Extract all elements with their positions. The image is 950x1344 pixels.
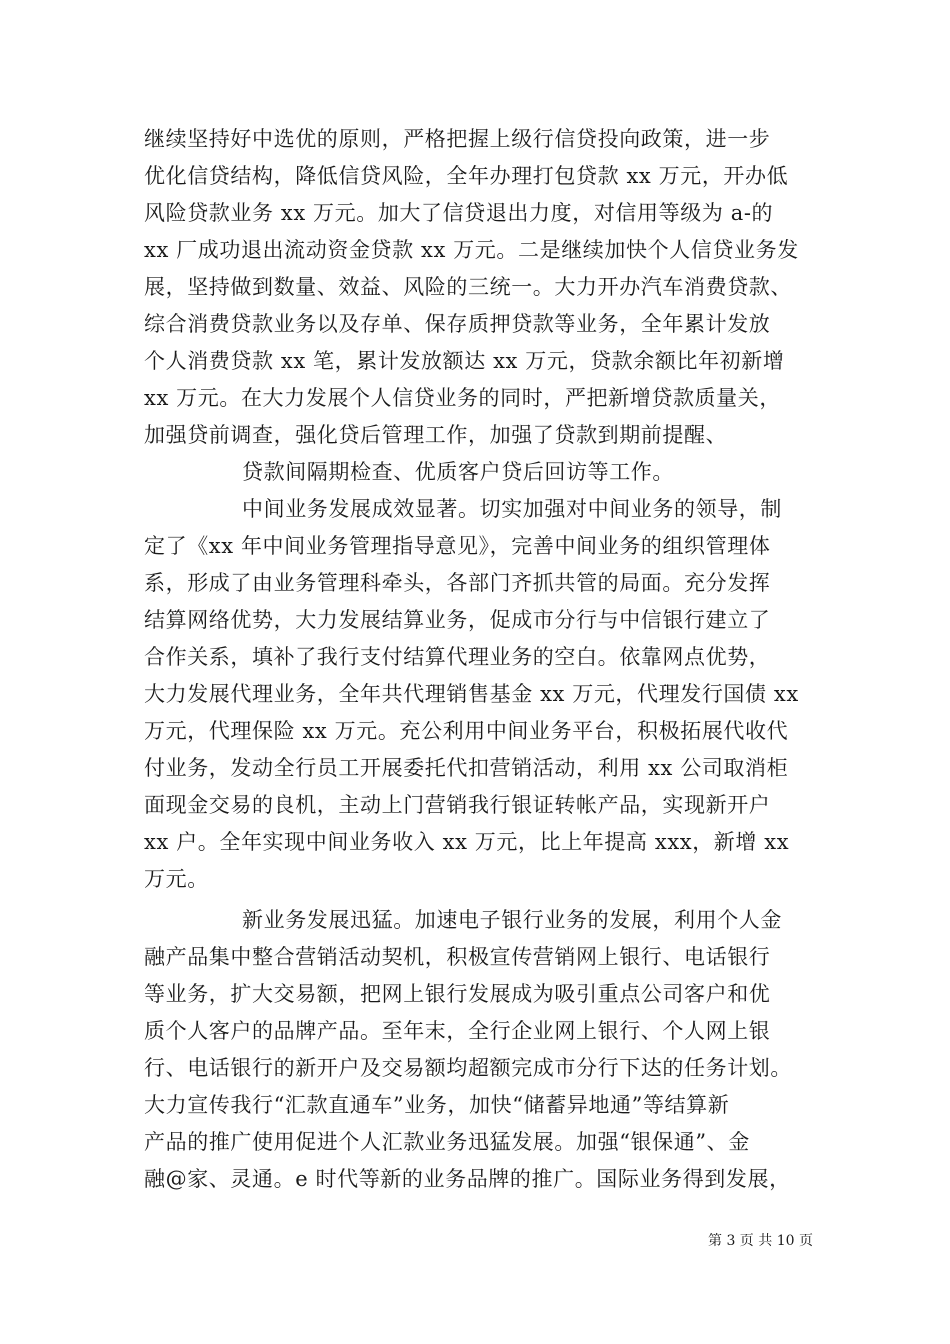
text-line: 结算网络优势，大力发展结算业务，促成市分行与中信银行建立了 — [144, 608, 771, 632]
text-line: xx 厂成功退出流动资金贷款 xx 万元。二是继续加快个人信贷业务发 — [144, 238, 799, 262]
text-line: 合作关系，填补了我行支付结算代理业务的空白。依靠网点优势， — [144, 645, 771, 669]
text-line: 定了《xx 年中间业务管理指导意见》，完善中间业务的组织管理体 — [144, 534, 771, 558]
text-line: 继续坚持好中选优的原则，严格把握上级行信贷投向政策，进一步 — [144, 127, 771, 151]
paragraph-first-line: 新业务发展迅猛。加速电子银行业务的发展，利用个人金 — [242, 908, 782, 932]
text-line: 等业务，扩大交易额，把网上银行发展成为吸引重点公司客户和优 — [144, 982, 771, 1006]
text-line: 个人消费贷款 xx 笔，累计发放额达 xx 万元，贷款余额比年初新增 — [144, 349, 785, 373]
text-line: 融产品集中整合营销活动契机，积极宣传营销网上银行、电话银行 — [144, 945, 771, 969]
text-line: 质个人客户的品牌产品。至年末，全行企业网上银行、个人网上银 — [144, 1019, 771, 1043]
text-line: 综合消费贷款业务以及存单、保存质押贷款等业务，全年累计发放 — [144, 312, 771, 336]
text-line: 行、电话银行的新开户及交易额均超额完成市分行下达的任务计划。 — [144, 1056, 792, 1080]
text-line: 付业务，发动全行员工开展委托代扣营销活动，利用 xx 公司取消柜 — [144, 756, 789, 780]
text-line: 产品的推广使用促进个人汇款业务迅猛发展。加强“银保通”、金 — [144, 1130, 750, 1154]
text-line: xx 万元。在大力发展个人信贷业务的同时，严把新增贷款质量关， — [144, 386, 781, 410]
text-line: xx 户。全年实现中间业务收入 xx 万元，比上年提高 xxx，新增 xx — [144, 830, 790, 854]
text-line: 面现金交易的良机，主动上门营销我行银证转帐产品，实现新开户 — [144, 793, 771, 817]
text-line: 大力宣传我行“汇款直通车”业务，加快“储蓄异地通”等结算新 — [144, 1093, 730, 1117]
text-line: 万元。 — [144, 867, 209, 891]
page-number: 第 3 页 共 10 页 — [708, 1233, 813, 1249]
text-line: 加强贷前调查，强化贷后管理工作，加强了贷款到期前提醒、 — [144, 423, 728, 447]
text-line: 大力发展代理业务，全年共代理销售基金 xx 万元，代理发行国债 xx — [144, 682, 799, 706]
text-line: 展，坚持做到数量、效益、风险的三统一。大力开办汽车消费贷款、 — [144, 275, 792, 299]
text-line: 万元，代理保险 xx 万元。充公利用中间业务平台，积极拓展代收代 — [144, 719, 789, 743]
text-line: 风险贷款业务 xx 万元。加大了信贷退出力度，对信用等级为 a-的 — [144, 201, 774, 225]
paragraph-first-line: 中间业务发展成效显著。切实加强对中间业务的领导，制 — [242, 497, 782, 521]
text-line: 融@家、灵通。e 时代等新的业务品牌的推广。国际业务得到发展， — [144, 1167, 791, 1191]
text-line: 贷款间隔期检查、优质客户贷后回访等工作。 — [242, 460, 674, 484]
text-line: 系，形成了由业务管理科牵头，各部门齐抓共管的局面。充分发挥 — [144, 571, 771, 595]
text-line: 优化信贷结构，降低信贷风险，全年办理打包贷款 xx 万元，开办低 — [144, 164, 789, 188]
